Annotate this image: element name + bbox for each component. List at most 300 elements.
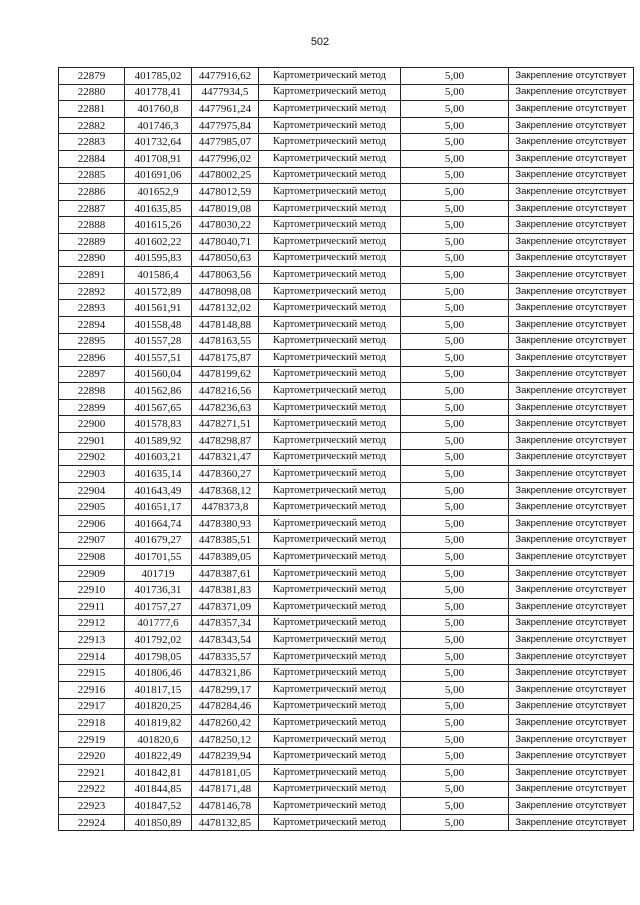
precision-cell: 5,00 <box>401 134 509 151</box>
x-coordinate-cell: 401651,17 <box>125 499 192 516</box>
precision-cell: 5,00 <box>401 68 509 85</box>
table-row <box>59 184 634 201</box>
y-coordinate-cell: 4478146,78 <box>192 798 259 815</box>
table-row <box>59 350 634 367</box>
table-row <box>59 84 634 101</box>
fixing-description-cell: Закрепление отсутствует <box>509 731 634 748</box>
x-coordinate-cell: 401746,3 <box>125 117 192 134</box>
fixing-description-cell: Закрепление отсутствует <box>509 350 634 367</box>
point-number-cell: 22914 <box>59 648 125 665</box>
x-coordinate-cell: 401635,14 <box>125 466 192 483</box>
x-coordinate-cell: 401719 <box>125 565 192 582</box>
precision-cell: 5,00 <box>401 350 509 367</box>
point-number-cell: 22922 <box>59 781 125 798</box>
point-number-cell: 22905 <box>59 499 125 516</box>
y-coordinate-cell: 4478216,56 <box>192 383 259 400</box>
x-coordinate-cell: 401792,02 <box>125 632 192 649</box>
method-cell: Картометрический метод <box>259 150 401 167</box>
table-row <box>59 715 634 732</box>
y-coordinate-cell: 4477996,02 <box>192 150 259 167</box>
point-number-cell: 22904 <box>59 482 125 499</box>
method-cell: Картометрический метод <box>259 200 401 217</box>
table-row <box>59 267 634 284</box>
x-coordinate-cell: 401850,89 <box>125 814 192 831</box>
precision-cell: 5,00 <box>401 532 509 549</box>
fixing-description-cell: Закрепление отсутствует <box>509 167 634 184</box>
precision-cell: 5,00 <box>401 482 509 499</box>
method-cell: Картометрический метод <box>259 233 401 250</box>
precision-cell: 5,00 <box>401 150 509 167</box>
fixing-description-cell: Закрепление отсутствует <box>509 764 634 781</box>
table-row <box>59 764 634 781</box>
precision-cell: 5,00 <box>401 516 509 533</box>
x-coordinate-cell: 401732,64 <box>125 134 192 151</box>
method-cell: Картометрический метод <box>259 499 401 516</box>
precision-cell: 5,00 <box>401 698 509 715</box>
x-coordinate-cell: 401691,06 <box>125 167 192 184</box>
fixing-description-cell: Закрепление отсутствует <box>509 798 634 815</box>
fixing-description-cell: Закрепление отсутствует <box>509 366 634 383</box>
point-number-cell: 22888 <box>59 217 125 234</box>
point-number-cell: 22899 <box>59 399 125 416</box>
point-number-cell: 22911 <box>59 599 125 616</box>
coordinates-table <box>58 67 634 831</box>
table-row <box>59 399 634 416</box>
table-row <box>59 698 634 715</box>
y-coordinate-cell: 4478236,63 <box>192 399 259 416</box>
method-cell: Картометрический метод <box>259 267 401 284</box>
table-row <box>59 333 634 350</box>
fixing-description-cell: Закрепление отсутствует <box>509 283 634 300</box>
x-coordinate-cell: 401806,46 <box>125 665 192 682</box>
x-coordinate-cell: 401586,4 <box>125 267 192 284</box>
precision-cell: 5,00 <box>401 399 509 416</box>
table-row <box>59 599 634 616</box>
y-coordinate-cell: 4478271,51 <box>192 416 259 433</box>
table-row <box>59 449 634 466</box>
fixing-description-cell: Закрепление отсутствует <box>509 549 634 566</box>
fixing-description-cell: Закрепление отсутствует <box>509 333 634 350</box>
precision-cell: 5,00 <box>401 466 509 483</box>
precision-cell: 5,00 <box>401 731 509 748</box>
fixing-description-cell: Закрепление отсутствует <box>509 599 634 616</box>
fixing-description-cell: Закрепление отсутствует <box>509 781 634 798</box>
precision-cell: 5,00 <box>401 233 509 250</box>
fixing-description-cell: Закрепление отсутствует <box>509 84 634 101</box>
method-cell: Картометрический метод <box>259 632 401 649</box>
table-row <box>59 615 634 632</box>
point-number-cell: 22903 <box>59 466 125 483</box>
point-number-cell: 22923 <box>59 798 125 815</box>
x-coordinate-cell: 401643,49 <box>125 482 192 499</box>
precision-cell: 5,00 <box>401 383 509 400</box>
fixing-description-cell: Закрепление отсутствует <box>509 217 634 234</box>
fixing-description-cell: Закрепление отсутствует <box>509 582 634 599</box>
method-cell: Картометрический метод <box>259 482 401 499</box>
y-coordinate-cell: 4478132,02 <box>192 300 259 317</box>
method-cell: Картометрический метод <box>259 350 401 367</box>
y-coordinate-cell: 4477916,62 <box>192 68 259 85</box>
fixing-description-cell: Закрепление отсутствует <box>509 200 634 217</box>
precision-cell: 5,00 <box>401 665 509 682</box>
table-row <box>59 200 634 217</box>
y-coordinate-cell: 4478239,94 <box>192 748 259 765</box>
table-row <box>59 300 634 317</box>
fixing-description-cell: Закрепление отсутствует <box>509 698 634 715</box>
table-row <box>59 68 634 85</box>
point-number-cell: 22896 <box>59 350 125 367</box>
point-number-cell: 22913 <box>59 632 125 649</box>
method-cell: Картометрический метод <box>259 532 401 549</box>
method-cell: Картометрический метод <box>259 68 401 85</box>
point-number-cell: 22917 <box>59 698 125 715</box>
x-coordinate-cell: 401602,22 <box>125 233 192 250</box>
point-number-cell: 22900 <box>59 416 125 433</box>
x-coordinate-cell: 401701,55 <box>125 549 192 566</box>
x-coordinate-cell: 401635,85 <box>125 200 192 217</box>
precision-cell: 5,00 <box>401 267 509 284</box>
method-cell: Картометрический метод <box>259 764 401 781</box>
method-cell: Картометрический метод <box>259 383 401 400</box>
fixing-description-cell: Закрепление отсутствует <box>509 615 634 632</box>
x-coordinate-cell: 401798,05 <box>125 648 192 665</box>
precision-cell: 5,00 <box>401 549 509 566</box>
precision-cell: 5,00 <box>401 433 509 450</box>
point-number-cell: 22918 <box>59 715 125 732</box>
table-row <box>59 748 634 765</box>
x-coordinate-cell: 401595,83 <box>125 250 192 267</box>
y-coordinate-cell: 4478002,25 <box>192 167 259 184</box>
precision-cell: 5,00 <box>401 715 509 732</box>
table-row <box>59 217 634 234</box>
table-row <box>59 101 634 118</box>
method-cell: Картометрический метод <box>259 565 401 582</box>
fixing-description-cell: Закрепление отсутствует <box>509 101 634 118</box>
point-number-cell: 22910 <box>59 582 125 599</box>
fixing-description-cell: Закрепление отсутствует <box>509 466 634 483</box>
x-coordinate-cell: 401844,85 <box>125 781 192 798</box>
table-row <box>59 814 634 831</box>
table-row <box>59 798 634 815</box>
fixing-description-cell: Закрепление отсутствует <box>509 648 634 665</box>
method-cell: Картометрический метод <box>259 416 401 433</box>
y-coordinate-cell: 4478343,54 <box>192 632 259 649</box>
fixing-description-cell: Закрепление отсутствует <box>509 300 634 317</box>
y-coordinate-cell: 4478389,05 <box>192 549 259 566</box>
y-coordinate-cell: 4478368,12 <box>192 482 259 499</box>
y-coordinate-cell: 4478371,09 <box>192 599 259 616</box>
point-number-cell: 22909 <box>59 565 125 582</box>
y-coordinate-cell: 4478050,63 <box>192 250 259 267</box>
y-coordinate-cell: 4478098,08 <box>192 283 259 300</box>
precision-cell: 5,00 <box>401 582 509 599</box>
method-cell: Картометрический метод <box>259 748 401 765</box>
method-cell: Картометрический метод <box>259 814 401 831</box>
x-coordinate-cell: 401572,89 <box>125 283 192 300</box>
table-row <box>59 134 634 151</box>
point-number-cell: 22895 <box>59 333 125 350</box>
fixing-description-cell: Закрепление отсутствует <box>509 134 634 151</box>
method-cell: Картометрический метод <box>259 615 401 632</box>
y-coordinate-cell: 4478181,05 <box>192 764 259 781</box>
point-number-cell: 22908 <box>59 549 125 566</box>
point-number-cell: 22887 <box>59 200 125 217</box>
y-coordinate-cell: 4478250,12 <box>192 731 259 748</box>
point-number-cell: 22881 <box>59 101 125 118</box>
x-coordinate-cell: 401822,49 <box>125 748 192 765</box>
table-row <box>59 632 634 649</box>
point-number-cell: 22884 <box>59 150 125 167</box>
table-row <box>59 366 634 383</box>
method-cell: Картометрический метод <box>259 84 401 101</box>
method-cell: Картометрический метод <box>259 167 401 184</box>
table-row <box>59 433 634 450</box>
x-coordinate-cell: 401817,15 <box>125 681 192 698</box>
table-row <box>59 383 634 400</box>
fixing-description-cell: Закрепление отсутствует <box>509 250 634 267</box>
method-cell: Картометрический метод <box>259 648 401 665</box>
method-cell: Картометрический метод <box>259 781 401 798</box>
method-cell: Картометрический метод <box>259 582 401 599</box>
y-coordinate-cell: 4478019,08 <box>192 200 259 217</box>
method-cell: Картометрический метод <box>259 449 401 466</box>
y-coordinate-cell: 4478132,85 <box>192 814 259 831</box>
method-cell: Картометрический метод <box>259 117 401 134</box>
precision-cell: 5,00 <box>401 333 509 350</box>
fixing-description-cell: Закрепление отсутствует <box>509 482 634 499</box>
method-cell: Картометрический метод <box>259 250 401 267</box>
method-cell: Картометрический метод <box>259 300 401 317</box>
y-coordinate-cell: 4477934,5 <box>192 84 259 101</box>
table-row <box>59 117 634 134</box>
method-cell: Картометрический метод <box>259 798 401 815</box>
y-coordinate-cell: 4478030,22 <box>192 217 259 234</box>
method-cell: Картометрический метод <box>259 665 401 682</box>
table-row <box>59 416 634 433</box>
fixing-description-cell: Закрепление отсутствует <box>509 814 634 831</box>
fixing-description-cell: Закрепление отсутствует <box>509 532 634 549</box>
precision-cell: 5,00 <box>401 781 509 798</box>
table-row <box>59 549 634 566</box>
precision-cell: 5,00 <box>401 200 509 217</box>
point-number-cell: 22893 <box>59 300 125 317</box>
x-coordinate-cell: 401842,81 <box>125 764 192 781</box>
fixing-description-cell: Закрепление отсутствует <box>509 565 634 582</box>
method-cell: Картометрический метод <box>259 516 401 533</box>
precision-cell: 5,00 <box>401 366 509 383</box>
x-coordinate-cell: 401557,51 <box>125 350 192 367</box>
method-cell: Картометрический метод <box>259 366 401 383</box>
x-coordinate-cell: 401760,8 <box>125 101 192 118</box>
table-row <box>59 516 634 533</box>
y-coordinate-cell: 4477961,24 <box>192 101 259 118</box>
y-coordinate-cell: 4478335,57 <box>192 648 259 665</box>
method-cell: Картометрический метод <box>259 399 401 416</box>
fixing-description-cell: Закрепление отсутствует <box>509 681 634 698</box>
y-coordinate-cell: 4478012,59 <box>192 184 259 201</box>
point-number-cell: 22885 <box>59 167 125 184</box>
y-coordinate-cell: 4478299,17 <box>192 681 259 698</box>
y-coordinate-cell: 4478148,88 <box>192 316 259 333</box>
point-number-cell: 22902 <box>59 449 125 466</box>
y-coordinate-cell: 4478284,46 <box>192 698 259 715</box>
precision-cell: 5,00 <box>401 250 509 267</box>
x-coordinate-cell: 401708,91 <box>125 150 192 167</box>
point-number-cell: 22879 <box>59 68 125 85</box>
table-row <box>59 681 634 698</box>
y-coordinate-cell: 4478063,56 <box>192 267 259 284</box>
table-row <box>59 731 634 748</box>
point-number-cell: 22880 <box>59 84 125 101</box>
precision-cell: 5,00 <box>401 814 509 831</box>
table-row <box>59 283 634 300</box>
fixing-description-cell: Закрепление отсутствует <box>509 416 634 433</box>
fixing-description-cell: Закрепление отсутствует <box>509 665 634 682</box>
fixing-description-cell: Закрепление отсутствует <box>509 632 634 649</box>
precision-cell: 5,00 <box>401 316 509 333</box>
precision-cell: 5,00 <box>401 300 509 317</box>
table-row <box>59 466 634 483</box>
y-coordinate-cell: 4478373,8 <box>192 499 259 516</box>
point-number-cell: 22901 <box>59 433 125 450</box>
fixing-description-cell: Закрепление отсутствует <box>509 748 634 765</box>
precision-cell: 5,00 <box>401 648 509 665</box>
fixing-description-cell: Закрепление отсутствует <box>509 184 634 201</box>
fixing-description-cell: Закрепление отсутствует <box>509 399 634 416</box>
point-number-cell: 22898 <box>59 383 125 400</box>
y-coordinate-cell: 4478040,71 <box>192 233 259 250</box>
page-number: 502 <box>310 36 330 48</box>
fixing-description-cell: Закрепление отсутствует <box>509 449 634 466</box>
point-number-cell: 22886 <box>59 184 125 201</box>
precision-cell: 5,00 <box>401 283 509 300</box>
precision-cell: 5,00 <box>401 449 509 466</box>
y-coordinate-cell: 4477975,84 <box>192 117 259 134</box>
coordinates-table-body <box>59 68 634 831</box>
y-coordinate-cell: 4478381,83 <box>192 582 259 599</box>
x-coordinate-cell: 401652,9 <box>125 184 192 201</box>
point-number-cell: 22891 <box>59 267 125 284</box>
method-cell: Картометрический метод <box>259 316 401 333</box>
precision-cell: 5,00 <box>401 798 509 815</box>
fixing-description-cell: Закрепление отсутствует <box>509 68 634 85</box>
point-number-cell: 22916 <box>59 681 125 698</box>
fixing-description-cell: Закрепление отсутствует <box>509 117 634 134</box>
x-coordinate-cell: 401578,83 <box>125 416 192 433</box>
table-row <box>59 150 634 167</box>
method-cell: Картометрический метод <box>259 731 401 748</box>
table-row <box>59 532 634 549</box>
method-cell: Картометрический метод <box>259 101 401 118</box>
fixing-description-cell: Закрепление отсутствует <box>509 715 634 732</box>
precision-cell: 5,00 <box>401 599 509 616</box>
point-number-cell: 22920 <box>59 748 125 765</box>
point-number-cell: 22883 <box>59 134 125 151</box>
precision-cell: 5,00 <box>401 101 509 118</box>
y-coordinate-cell: 4477985,07 <box>192 134 259 151</box>
y-coordinate-cell: 4478199,62 <box>192 366 259 383</box>
fixing-description-cell: Закрепление отсутствует <box>509 233 634 250</box>
point-number-cell: 22912 <box>59 615 125 632</box>
method-cell: Картометрический метод <box>259 681 401 698</box>
table-row <box>59 499 634 516</box>
y-coordinate-cell: 4478163,55 <box>192 333 259 350</box>
precision-cell: 5,00 <box>401 615 509 632</box>
y-coordinate-cell: 4478385,51 <box>192 532 259 549</box>
point-number-cell: 22921 <box>59 764 125 781</box>
precision-cell: 5,00 <box>401 416 509 433</box>
fixing-description-cell: Закрепление отсутствует <box>509 516 634 533</box>
method-cell: Картометрический метод <box>259 599 401 616</box>
point-number-cell: 22897 <box>59 366 125 383</box>
point-number-cell: 22889 <box>59 233 125 250</box>
point-number-cell: 22907 <box>59 532 125 549</box>
precision-cell: 5,00 <box>401 217 509 234</box>
x-coordinate-cell: 401777,6 <box>125 615 192 632</box>
precision-cell: 5,00 <box>401 748 509 765</box>
method-cell: Картометрический метод <box>259 715 401 732</box>
point-number-cell: 22890 <box>59 250 125 267</box>
y-coordinate-cell: 4478357,34 <box>192 615 259 632</box>
method-cell: Картометрический метод <box>259 184 401 201</box>
method-cell: Картометрический метод <box>259 433 401 450</box>
fixing-description-cell: Закрепление отсутствует <box>509 433 634 450</box>
method-cell: Картометрический метод <box>259 466 401 483</box>
x-coordinate-cell: 401558,48 <box>125 316 192 333</box>
x-coordinate-cell: 401560,04 <box>125 366 192 383</box>
x-coordinate-cell: 401567,65 <box>125 399 192 416</box>
fixing-description-cell: Закрепление отсутствует <box>509 383 634 400</box>
y-coordinate-cell: 4478260,42 <box>192 715 259 732</box>
method-cell: Картометрический метод <box>259 698 401 715</box>
precision-cell: 5,00 <box>401 681 509 698</box>
x-coordinate-cell: 401589,92 <box>125 433 192 450</box>
x-coordinate-cell: 401820,25 <box>125 698 192 715</box>
precision-cell: 5,00 <box>401 167 509 184</box>
fixing-description-cell: Закрепление отсутствует <box>509 267 634 284</box>
x-coordinate-cell: 401736,31 <box>125 582 192 599</box>
precision-cell: 5,00 <box>401 184 509 201</box>
table-row <box>59 250 634 267</box>
precision-cell: 5,00 <box>401 117 509 134</box>
precision-cell: 5,00 <box>401 764 509 781</box>
table-row <box>59 582 634 599</box>
x-coordinate-cell: 401819,82 <box>125 715 192 732</box>
method-cell: Картометрический метод <box>259 134 401 151</box>
x-coordinate-cell: 401557,28 <box>125 333 192 350</box>
table-row <box>59 482 634 499</box>
method-cell: Картометрический метод <box>259 217 401 234</box>
y-coordinate-cell: 4478380,93 <box>192 516 259 533</box>
precision-cell: 5,00 <box>401 565 509 582</box>
fixing-description-cell: Закрепление отсутствует <box>509 316 634 333</box>
fixing-description-cell: Закрепление отсутствует <box>509 499 634 516</box>
point-number-cell: 22892 <box>59 283 125 300</box>
x-coordinate-cell: 401757,27 <box>125 599 192 616</box>
point-number-cell: 22906 <box>59 516 125 533</box>
y-coordinate-cell: 4478321,47 <box>192 449 259 466</box>
fixing-description-cell: Закрепление отсутствует <box>509 150 634 167</box>
table-row <box>59 781 634 798</box>
y-coordinate-cell: 4478171,48 <box>192 781 259 798</box>
y-coordinate-cell: 4478360,27 <box>192 466 259 483</box>
method-cell: Картометрический метод <box>259 549 401 566</box>
precision-cell: 5,00 <box>401 84 509 101</box>
point-number-cell: 22915 <box>59 665 125 682</box>
method-cell: Картометрический метод <box>259 283 401 300</box>
y-coordinate-cell: 4478175,87 <box>192 350 259 367</box>
table-row <box>59 167 634 184</box>
